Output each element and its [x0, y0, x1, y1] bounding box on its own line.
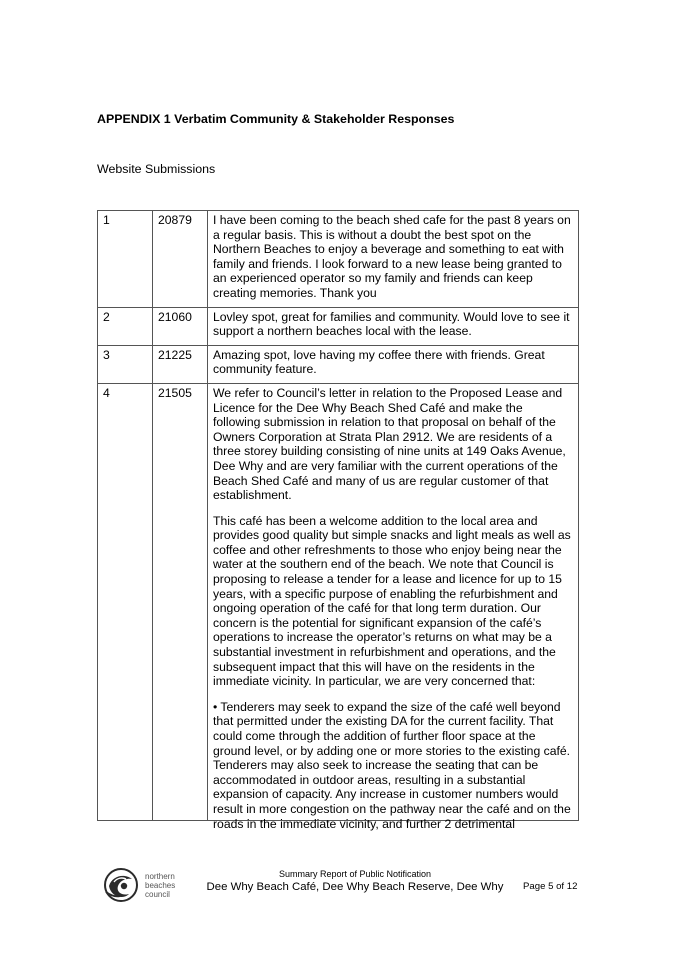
row-number: 4 [98, 383, 153, 820]
council-logo-mark [102, 864, 192, 906]
submission-paragraph: • Tenderers may seek to expand the size of the café well beyond that permitted under the existing DA for the current facility. That could come through the addition of further floor space at the ground level, or by adding one or more stories to the existing café. Tenderers may also seek to increase the seating that can be accommodated in outdoor areas, resulting in a substantial expansion of capacity. Any increase in customer numbers would result in more congestion on the pathway near the café and on the roads in the immediate vicinity, and further 2 detrimental [213, 699, 571, 831]
table-row [98, 211, 579, 308]
logo-text-line: northern [145, 872, 175, 881]
page-number: Page 5 of 12 [523, 881, 578, 892]
submission-paragraph: I have been coming to the beach shed cafe for the past 8 years on a regular basis. This is without a doubt the best spot on the Northern Beaches to enjoy a beverage and something to eat with family and friends. I look forward to a new lease being granted to an experienced operator so my family and friends can keep creating memories. Thank you [213, 213, 571, 300]
submission-id: 21060 [153, 307, 208, 345]
submission-paragraph: This café has been a welcome addition to the local area and provides good quality but simple snacks and light meals as well as coffee and other refreshments to those who enjoy being near the water at the southern end of the beach. We note that Council is proposing to release a tender for a lease and licence for up to 15 years, with a specific purpose of enabling the refurbishment and ongoing operation of the café for that long term duration. Our concern is the potential for significant expansion of the café’s operations to increase the operator’s returns on what may be a substantial investment in refurbishment and operations, and the subsequent impact that this will have on the residents in the immediate vicinity. In particular, we are very concerned that: [213, 513, 571, 689]
submission-text [208, 383, 579, 831]
submission-text [208, 211, 579, 308]
submission-paragraph: Amazing spot, love having my coffee there with friends. Great community feature. [213, 347, 545, 377]
table-row [98, 345, 579, 383]
council-logo [102, 864, 192, 906]
submission-text [208, 345, 579, 383]
row-number: 3 [98, 345, 153, 383]
submission-id: 21505 [153, 383, 208, 820]
row-number: 1 [98, 211, 153, 308]
submissions-table [97, 210, 579, 831]
submission-paragraph: Lovley spot, great for families and community. Would love to see it support a northern beaches local with the lease. [213, 309, 570, 339]
submission-text [208, 307, 579, 345]
table-row [98, 383, 579, 820]
footer-report-info [205, 868, 505, 894]
report-location: Dee Why Beach Café, Dee Why Beach Reserve, Dee Why [206, 881, 504, 893]
row-number: 2 [98, 307, 153, 345]
logo-text-line: beaches [145, 881, 176, 890]
submission-id: 21225 [153, 345, 208, 383]
submission-paragraph: We refer to Council’s letter in relation to the Proposed Lease and Licence for the Dee Why Beach Shed Café and make the following submission in relation to that proposal on behalf of the Owners Corporation at Strata Plan 2912. We are residents of a three storey building consisting of nine units at 149 Oaks Avenue, Dee Why and are very familiar with the current operations of the Beach Shed Café and many of us are regular customer of that establishment. [213, 385, 566, 503]
report-label: Summary Report of Public Notification [278, 869, 432, 879]
table-row [98, 307, 579, 345]
logo-text-line: council [145, 890, 170, 899]
submission-id: 20879 [153, 211, 208, 308]
appendix-heading: APPENDIX 1 Verbatim Community & Stakeholder Responses [97, 112, 455, 126]
section-subheading: Website Submissions [97, 162, 216, 176]
